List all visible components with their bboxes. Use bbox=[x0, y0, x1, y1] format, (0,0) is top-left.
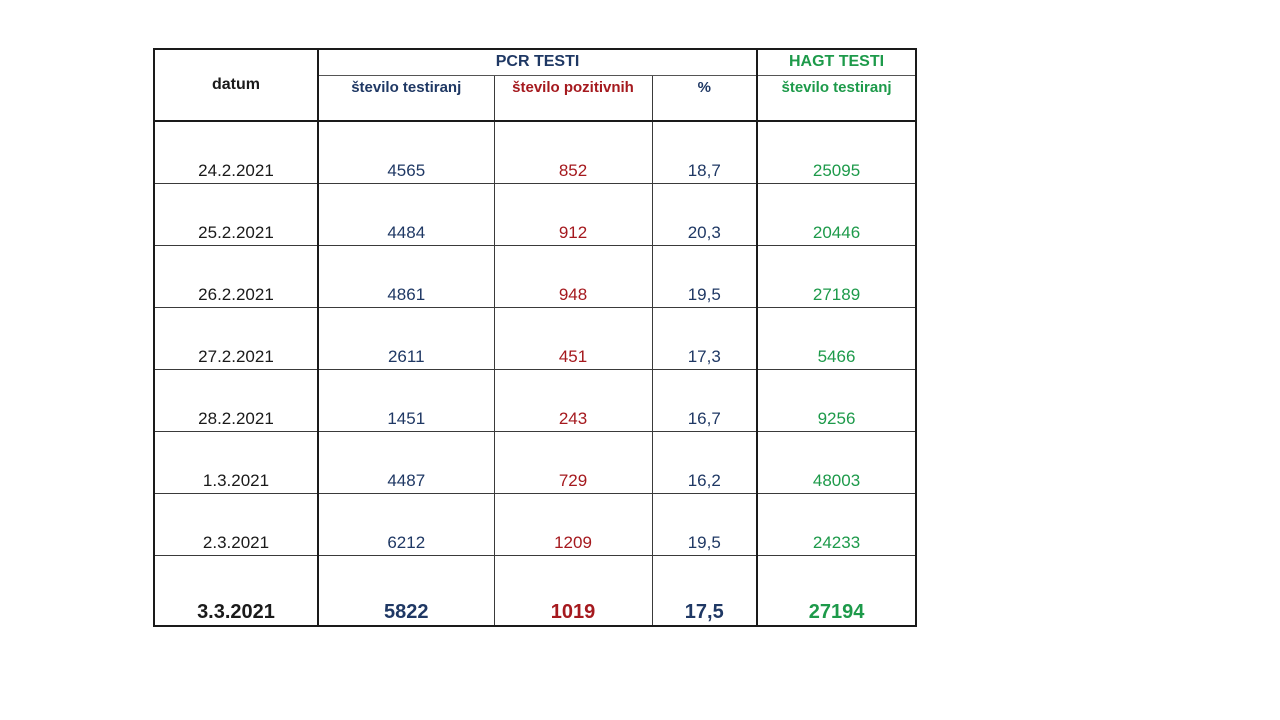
hagt-tests-cell: 27189 bbox=[757, 245, 916, 307]
date-cell: 3.3.2021 bbox=[154, 555, 318, 626]
hagt-tests-cell: 9256 bbox=[757, 369, 916, 431]
date-cell: 28.2.2021 bbox=[154, 369, 318, 431]
table-row bbox=[154, 245, 916, 307]
date-cell: 24.2.2021 bbox=[154, 121, 318, 183]
date-cell: 2.3.2021 bbox=[154, 493, 318, 555]
table-row bbox=[154, 369, 916, 431]
pcr-positive-cell: 852 bbox=[494, 121, 652, 183]
group-header-pcr: PCR TESTI bbox=[318, 49, 757, 75]
hagt-tests-cell: 20446 bbox=[757, 183, 916, 245]
column-header-pcr-positive: število pozitivnih bbox=[494, 75, 652, 121]
testing-table bbox=[153, 48, 917, 627]
hagt-tests-cell: 5466 bbox=[757, 307, 916, 369]
date-cell: 1.3.2021 bbox=[154, 431, 318, 493]
pcr-positive-cell: 948 bbox=[494, 245, 652, 307]
pcr-tests-cell: 4861 bbox=[318, 245, 494, 307]
hagt-tests-cell: 27194 bbox=[757, 555, 916, 626]
table-row bbox=[154, 493, 916, 555]
hagt-tests-cell: 25095 bbox=[757, 121, 916, 183]
table-row bbox=[154, 183, 916, 245]
column-header-datum: datum bbox=[154, 49, 318, 121]
pcr-tests-cell: 5822 bbox=[318, 555, 494, 626]
table-row bbox=[154, 431, 916, 493]
pcr-positive-cell: 243 bbox=[494, 369, 652, 431]
pcr-positive-cell: 1019 bbox=[494, 555, 652, 626]
pcr-tests-cell: 2611 bbox=[318, 307, 494, 369]
pcr-tests-cell: 4565 bbox=[318, 121, 494, 183]
column-header-hagt-tests: število testiranj bbox=[757, 75, 916, 121]
percent-cell: 16,2 bbox=[652, 431, 757, 493]
pcr-positive-cell: 451 bbox=[494, 307, 652, 369]
hagt-tests-cell: 24233 bbox=[757, 493, 916, 555]
pcr-positive-cell: 912 bbox=[494, 183, 652, 245]
pcr-positive-cell: 1209 bbox=[494, 493, 652, 555]
pcr-tests-cell: 4484 bbox=[318, 183, 494, 245]
percent-cell: 17,3 bbox=[652, 307, 757, 369]
header-group-row bbox=[154, 49, 916, 75]
table-row-latest bbox=[154, 555, 916, 626]
pcr-tests-cell: 4487 bbox=[318, 431, 494, 493]
table-row bbox=[154, 121, 916, 183]
hagt-tests-cell: 48003 bbox=[757, 431, 916, 493]
date-cell: 25.2.2021 bbox=[154, 183, 318, 245]
percent-cell: 19,5 bbox=[652, 245, 757, 307]
group-header-hagt: HAGT TESTI bbox=[757, 49, 916, 75]
column-header-percent: % bbox=[652, 75, 757, 121]
percent-cell: 16,7 bbox=[652, 369, 757, 431]
column-header-pcr-tests: število testiranj bbox=[318, 75, 494, 121]
date-cell: 27.2.2021 bbox=[154, 307, 318, 369]
pcr-tests-cell: 1451 bbox=[318, 369, 494, 431]
pcr-tests-cell: 6212 bbox=[318, 493, 494, 555]
percent-cell: 20,3 bbox=[652, 183, 757, 245]
percent-cell: 18,7 bbox=[652, 121, 757, 183]
pcr-positive-cell: 729 bbox=[494, 431, 652, 493]
percent-cell: 19,5 bbox=[652, 493, 757, 555]
percent-cell: 17,5 bbox=[652, 555, 757, 626]
date-cell: 26.2.2021 bbox=[154, 245, 318, 307]
table-row bbox=[154, 307, 916, 369]
